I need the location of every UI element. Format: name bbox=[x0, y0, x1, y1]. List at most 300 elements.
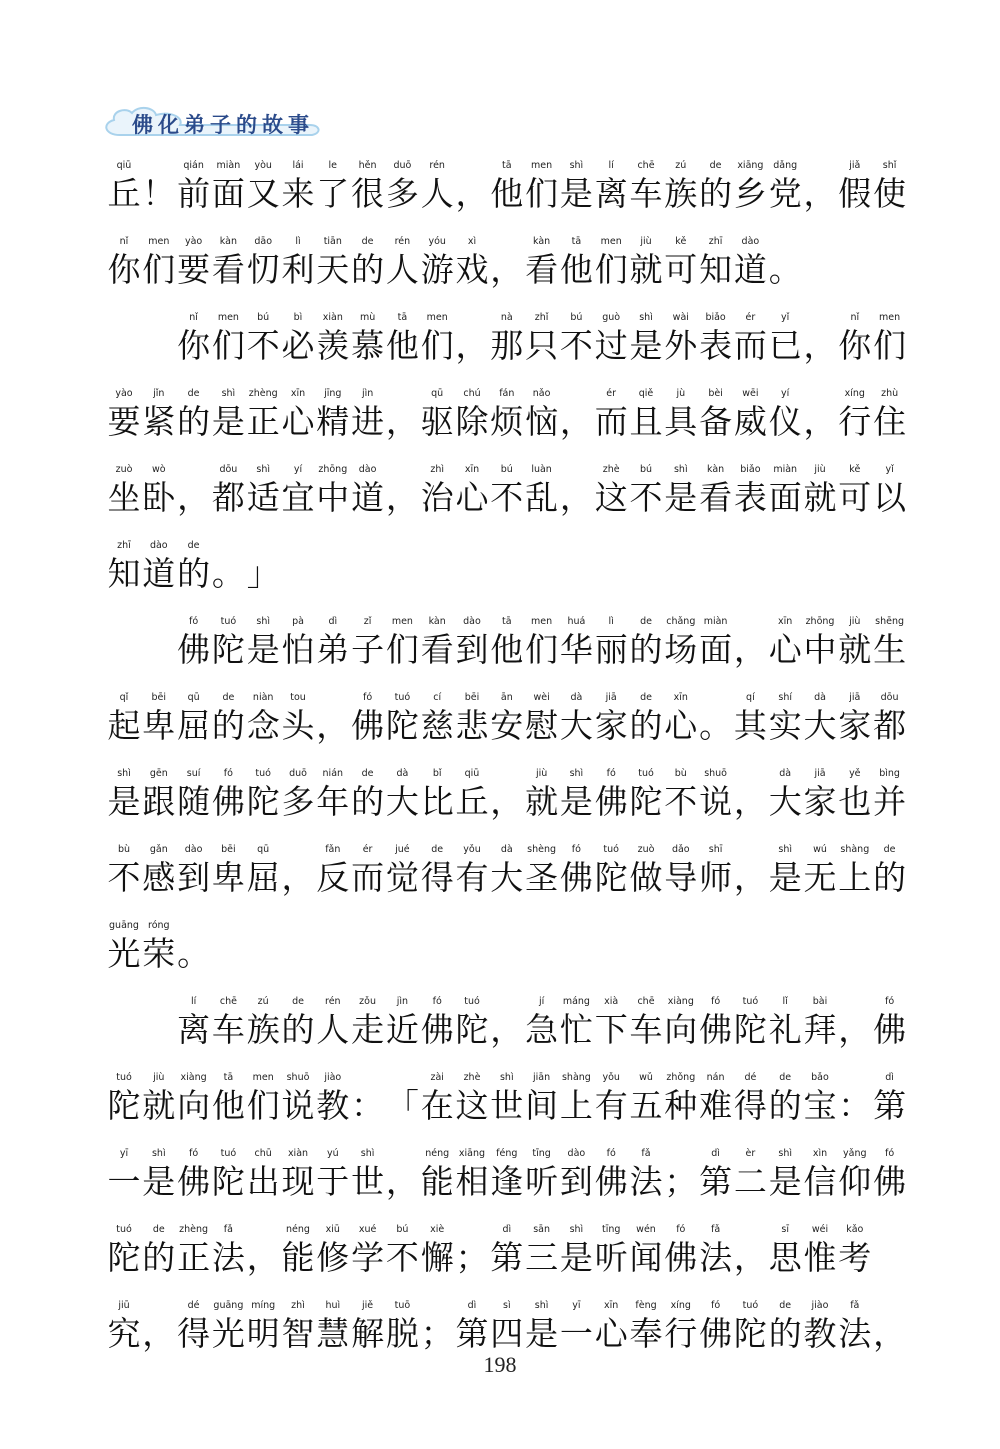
hanzi: 也 bbox=[838, 782, 872, 821]
hanzi: 的 bbox=[351, 250, 385, 289]
hanzi: 是 bbox=[559, 782, 593, 821]
pinyin: dǎng bbox=[773, 160, 798, 171]
hanzi: 的 bbox=[281, 1010, 315, 1049]
text-line bbox=[105, 1146, 905, 1222]
hanzi: 奉 bbox=[629, 1314, 663, 1353]
hanzi: 教 bbox=[803, 1314, 837, 1353]
hanzi: 心 bbox=[281, 402, 315, 441]
pinyin: zhǒng bbox=[666, 1072, 696, 1083]
pinyin: men bbox=[426, 312, 448, 323]
hanzi: 表 bbox=[733, 478, 767, 517]
pinyin: xīn bbox=[673, 692, 688, 703]
pinyin: xiàn bbox=[322, 312, 343, 323]
pinyin: bù bbox=[117, 844, 131, 855]
hanzi: 人 bbox=[316, 1010, 350, 1049]
hanzi: 乱 bbox=[525, 478, 559, 517]
pinyin: huì bbox=[325, 1300, 341, 1311]
hanzi: 佛 bbox=[420, 1010, 454, 1049]
hanzi: 大 bbox=[803, 706, 837, 745]
body-text bbox=[105, 158, 905, 1374]
hanzi: 车 bbox=[629, 174, 663, 213]
pinyin: dào bbox=[567, 1148, 586, 1159]
ruby-unit bbox=[871, 1070, 909, 1126]
hanzi: 实 bbox=[768, 706, 802, 745]
hanzi: ！ bbox=[142, 174, 176, 213]
hanzi: 中 bbox=[803, 630, 837, 669]
pinyin: huá bbox=[567, 616, 586, 627]
pinyin: kě bbox=[675, 236, 687, 247]
pinyin: jiào bbox=[324, 1072, 342, 1083]
hanzi: 不 bbox=[664, 782, 698, 821]
text-line bbox=[105, 1222, 905, 1298]
hanzi: 思 bbox=[768, 1238, 802, 1277]
hanzi: ， bbox=[246, 1238, 280, 1277]
hanzi: 大 bbox=[768, 782, 802, 821]
hanzi: 面 bbox=[211, 174, 245, 213]
pinyin: de bbox=[779, 1300, 792, 1311]
hanzi: 下 bbox=[594, 1010, 628, 1049]
pinyin: qū bbox=[431, 388, 444, 399]
hanzi: 心 bbox=[594, 1314, 628, 1353]
hanzi: 。 bbox=[177, 934, 211, 973]
pinyin: máng bbox=[562, 996, 590, 1007]
hanzi: 心 bbox=[455, 478, 489, 517]
hanzi: 向 bbox=[664, 1010, 698, 1049]
hanzi: 们 bbox=[873, 326, 907, 365]
pinyin: yào bbox=[184, 236, 203, 247]
hanzi: 陀 bbox=[733, 1010, 767, 1049]
hanzi: 很 bbox=[351, 174, 385, 213]
pinyin: fán bbox=[499, 388, 515, 399]
pinyin: tā bbox=[502, 160, 512, 171]
hanzi: 外 bbox=[664, 326, 698, 365]
hanzi: 二 bbox=[733, 1162, 767, 1201]
hanzi: ， bbox=[316, 706, 350, 745]
hanzi: 比 bbox=[420, 782, 454, 821]
hanzi: 拜 bbox=[803, 1010, 837, 1049]
hanzi: 卧 bbox=[142, 478, 176, 517]
hanzi: 使 bbox=[873, 174, 907, 213]
hanzi: 而 bbox=[733, 326, 767, 365]
hanzi: 陀 bbox=[107, 1238, 141, 1277]
hanzi: 场 bbox=[664, 630, 698, 669]
ruby-unit bbox=[871, 766, 909, 822]
hanzi: 多 bbox=[385, 174, 419, 213]
pinyin: tīng bbox=[601, 1224, 621, 1235]
pinyin: dà bbox=[500, 844, 513, 855]
pinyin: xiàn bbox=[287, 1148, 309, 1159]
hanzi: ， bbox=[559, 478, 593, 517]
pinyin: tuó bbox=[116, 1072, 132, 1083]
hanzi: ， bbox=[803, 326, 837, 365]
hanzi: 知 bbox=[699, 250, 733, 289]
hanzi: ， bbox=[733, 782, 767, 821]
hanzi: 都 bbox=[211, 478, 245, 517]
hanzi: 们 bbox=[594, 250, 628, 289]
pinyin: zhǐ bbox=[534, 312, 549, 323]
pinyin: bēi bbox=[464, 692, 480, 703]
pinyin: xiāng bbox=[737, 160, 764, 171]
hanzi: 是 bbox=[525, 1314, 559, 1353]
hanzi: 是 bbox=[246, 630, 280, 669]
chapter-title: 佛化弟子的故事 bbox=[132, 113, 314, 137]
pinyin: fó bbox=[571, 844, 581, 855]
pinyin: men bbox=[217, 312, 239, 323]
hanzi: 党 bbox=[768, 174, 802, 213]
hanzi: 无 bbox=[803, 858, 837, 897]
hanzi: 只 bbox=[525, 326, 559, 365]
pinyin: wéi bbox=[811, 1224, 829, 1235]
hanzi: 安 bbox=[490, 706, 524, 745]
pinyin: de bbox=[152, 1224, 165, 1235]
hanzi: 不 bbox=[385, 1238, 419, 1277]
pinyin: zhōng bbox=[318, 464, 348, 475]
pinyin: dǎo bbox=[671, 844, 690, 855]
pinyin: bài bbox=[812, 996, 828, 1007]
ruby-unit bbox=[871, 994, 909, 1050]
pinyin: nǎo bbox=[532, 388, 551, 399]
hanzi: 第 bbox=[490, 1238, 524, 1277]
pinyin: jiū bbox=[118, 1300, 130, 1311]
pinyin: fǎ bbox=[850, 1300, 860, 1311]
pinyin bbox=[861, 1298, 919, 1314]
hanzi: 师 bbox=[699, 858, 733, 897]
pinyin: men bbox=[531, 616, 553, 627]
pinyin: dà bbox=[814, 692, 826, 703]
hanzi: 间 bbox=[525, 1086, 559, 1125]
pinyin: de bbox=[883, 844, 896, 855]
hanzi: 道 bbox=[733, 250, 767, 289]
pinyin: shàng bbox=[561, 1072, 591, 1083]
ruby-unit bbox=[871, 1146, 909, 1202]
pinyin: bú bbox=[639, 464, 653, 475]
hanzi: 除 bbox=[455, 402, 489, 441]
pinyin: bǐ bbox=[432, 768, 442, 779]
pinyin: xīn bbox=[464, 464, 480, 475]
hanzi: 了 bbox=[316, 174, 350, 213]
text-line bbox=[105, 234, 905, 310]
pinyin: dāo bbox=[254, 236, 273, 247]
hanzi: 丘 bbox=[455, 782, 489, 821]
hanzi: 看 bbox=[211, 250, 245, 289]
pinyin: jiào bbox=[811, 1300, 829, 1311]
hanzi: 有 bbox=[455, 858, 489, 897]
pinyin: fó bbox=[885, 1148, 895, 1159]
pinyin: shì bbox=[117, 768, 131, 779]
hanzi: 在 bbox=[420, 1086, 454, 1125]
pinyin: dào bbox=[741, 236, 760, 247]
pinyin: fó bbox=[606, 1148, 616, 1159]
hanzi: 佛 bbox=[594, 1162, 628, 1201]
pinyin: wèi bbox=[533, 692, 550, 703]
pinyin: miàn bbox=[773, 464, 798, 475]
pinyin: qiū bbox=[464, 768, 480, 779]
ruby-unit bbox=[244, 538, 282, 594]
hanzi: 而 bbox=[351, 858, 385, 897]
hanzi: 的 bbox=[768, 1086, 802, 1125]
pinyin: shǐ bbox=[882, 160, 897, 171]
ruby-unit bbox=[871, 386, 909, 442]
pinyin: jiù bbox=[640, 236, 652, 247]
hanzi: 威 bbox=[733, 402, 767, 441]
hanzi: 现 bbox=[281, 1162, 315, 1201]
pinyin: jìn bbox=[361, 388, 374, 399]
hanzi: 。 bbox=[768, 250, 802, 289]
pinyin: jiù bbox=[153, 1072, 165, 1083]
pinyin: kǎo bbox=[846, 1224, 864, 1235]
hanzi: 能 bbox=[420, 1162, 454, 1201]
pinyin bbox=[756, 234, 814, 250]
ruby-unit bbox=[175, 918, 213, 974]
hanzi: 的 bbox=[177, 554, 211, 593]
pinyin: fǎn bbox=[325, 844, 341, 855]
hanzi: 是 bbox=[768, 858, 802, 897]
pinyin: xiàng bbox=[180, 1072, 207, 1083]
hanzi: 怕 bbox=[281, 630, 315, 669]
pinyin: tā bbox=[502, 616, 512, 627]
hanzi: 他 bbox=[490, 174, 524, 213]
hanzi: ， bbox=[385, 478, 419, 517]
pinyin: jí bbox=[538, 996, 545, 1007]
pinyin: duō bbox=[393, 160, 412, 171]
pinyin: de bbox=[187, 388, 200, 399]
pinyin: yí bbox=[781, 388, 790, 399]
pinyin: tuó bbox=[220, 1148, 237, 1159]
pinyin: shī bbox=[708, 844, 723, 855]
text-line bbox=[105, 766, 905, 842]
hanzi: 法 bbox=[838, 1314, 872, 1353]
pinyin: nǐ bbox=[189, 312, 198, 323]
pinyin: hěn bbox=[358, 160, 377, 171]
pinyin: bēi bbox=[221, 844, 236, 855]
ruby-unit bbox=[836, 1222, 874, 1278]
pinyin bbox=[234, 538, 292, 554]
hanzi: 仰 bbox=[838, 1162, 872, 1201]
pinyin: de bbox=[779, 1072, 792, 1083]
pinyin: shì bbox=[534, 1300, 549, 1311]
hanzi: 道 bbox=[351, 478, 385, 517]
pinyin: néng bbox=[425, 1148, 450, 1159]
hanzi: 行 bbox=[664, 1314, 698, 1353]
hanzi: 们 bbox=[525, 630, 559, 669]
pinyin: kě bbox=[849, 464, 861, 475]
pinyin: shì bbox=[569, 160, 584, 171]
hanzi: 做 bbox=[629, 858, 663, 897]
hanzi: 羡 bbox=[316, 326, 350, 365]
pinyin: niàn bbox=[252, 692, 274, 703]
text-line bbox=[105, 918, 905, 994]
pinyin: bú bbox=[570, 312, 583, 323]
hanzi: 圣 bbox=[525, 858, 559, 897]
pinyin: xiè bbox=[430, 1224, 445, 1235]
pinyin: fǎ bbox=[711, 1224, 721, 1235]
hanzi: 他 bbox=[490, 630, 524, 669]
hanzi: ， bbox=[490, 250, 524, 289]
pinyin: jù bbox=[676, 388, 686, 399]
hanzi: 。 bbox=[211, 554, 245, 593]
pinyin: jiān bbox=[533, 1072, 551, 1083]
pinyin: xíng bbox=[670, 1300, 691, 1311]
pinyin: xué bbox=[358, 1224, 377, 1235]
ruby-unit bbox=[871, 158, 909, 214]
hanzi: 念 bbox=[246, 706, 280, 745]
pinyin bbox=[165, 918, 223, 934]
ruby-unit bbox=[871, 462, 909, 518]
hanzi: 要 bbox=[177, 250, 211, 289]
hanzi: 悲 bbox=[455, 706, 489, 745]
pinyin: fó bbox=[223, 768, 233, 779]
hanzi: 就 bbox=[838, 630, 872, 669]
hanzi: 到 bbox=[559, 1162, 593, 1201]
hanzi: 光 bbox=[211, 1314, 245, 1353]
pinyin: guāng bbox=[213, 1300, 244, 1311]
hanzi: 听 bbox=[594, 1238, 628, 1277]
hanzi: 家 bbox=[803, 782, 837, 821]
pinyin: men bbox=[879, 312, 901, 323]
pinyin: bì bbox=[293, 312, 303, 323]
text-line bbox=[105, 690, 905, 766]
hanzi: 大 bbox=[559, 706, 593, 745]
hanzi: 们 bbox=[142, 250, 176, 289]
pinyin: yě bbox=[849, 768, 861, 779]
pinyin: de bbox=[709, 160, 722, 171]
pinyin: biǎo bbox=[705, 312, 726, 323]
hanzi: 教 bbox=[316, 1086, 350, 1125]
hanzi: 仪 bbox=[768, 402, 802, 441]
pinyin: men bbox=[600, 236, 622, 247]
hanzi: 族 bbox=[664, 174, 698, 213]
hanzi: 世 bbox=[351, 1162, 385, 1201]
pinyin: men bbox=[391, 616, 413, 627]
hanzi: 法 bbox=[629, 1162, 663, 1201]
pinyin: cí bbox=[433, 692, 442, 703]
hanzi: 乡 bbox=[733, 174, 767, 213]
hanzi: ， bbox=[733, 1238, 767, 1277]
pinyin: yī bbox=[119, 1148, 129, 1159]
hanzi: 导 bbox=[664, 858, 698, 897]
hanzi: 的 bbox=[351, 782, 385, 821]
hanzi: 有 bbox=[594, 1086, 628, 1125]
pinyin: nián bbox=[322, 768, 344, 779]
hanzi: 要 bbox=[107, 402, 141, 441]
pinyin: chē bbox=[637, 996, 655, 1007]
hanzi: 且 bbox=[629, 402, 663, 441]
hanzi: 的 bbox=[629, 706, 663, 745]
pinyin: shàng bbox=[840, 844, 870, 855]
hanzi: 来 bbox=[281, 174, 315, 213]
pinyin: gēn bbox=[149, 768, 168, 779]
hanzi: 正 bbox=[177, 1238, 211, 1277]
pinyin: shì bbox=[569, 768, 584, 779]
hanzi: 荣 bbox=[142, 934, 176, 973]
hanzi: 面 bbox=[699, 630, 733, 669]
hanzi: 你 bbox=[107, 250, 141, 289]
hanzi: 以 bbox=[873, 478, 907, 517]
pinyin: dì bbox=[328, 616, 338, 627]
hanzi: 他 bbox=[559, 250, 593, 289]
hanzi: 世 bbox=[490, 1086, 524, 1125]
hanzi: 的 bbox=[768, 1314, 802, 1353]
hanzi: 究 bbox=[107, 1314, 141, 1353]
pinyin: jīng bbox=[324, 388, 342, 399]
pinyin: yī bbox=[572, 1300, 581, 1311]
pinyin: qián bbox=[183, 160, 204, 171]
hanzi: 车 bbox=[629, 1010, 663, 1049]
pinyin: lǐ bbox=[782, 996, 788, 1007]
pinyin: xīn bbox=[290, 388, 306, 399]
hanzi: 而 bbox=[594, 402, 628, 441]
hanzi: ， bbox=[281, 858, 315, 897]
pinyin: lái bbox=[292, 160, 304, 171]
hanzi: 难 bbox=[699, 1086, 733, 1125]
pinyin: xiāng bbox=[458, 1148, 486, 1159]
pinyin: xìn bbox=[812, 1148, 828, 1159]
pinyin: tuó bbox=[638, 768, 654, 779]
hanzi: 是 bbox=[211, 402, 245, 441]
hanzi: 脱 bbox=[385, 1314, 419, 1353]
hanzi: 离 bbox=[594, 174, 628, 213]
hanzi: 忉 bbox=[246, 250, 280, 289]
hanzi: 天 bbox=[316, 250, 350, 289]
pinyin: ér bbox=[745, 312, 756, 323]
pinyin: lí bbox=[608, 160, 614, 171]
pinyin: tīng bbox=[532, 1148, 551, 1159]
pinyin: zhù bbox=[881, 388, 899, 399]
pinyin: lì bbox=[608, 616, 614, 627]
pinyin: dà bbox=[396, 768, 409, 779]
pinyin: bìng bbox=[879, 768, 900, 779]
hanzi: 陀 bbox=[211, 630, 245, 669]
pinyin: zǐ bbox=[363, 616, 372, 627]
hanzi: 慧 bbox=[316, 1314, 350, 1353]
pinyin: kàn bbox=[707, 464, 725, 475]
hanzi: 看 bbox=[525, 250, 559, 289]
hanzi: 那 bbox=[490, 326, 524, 365]
hanzi: 佛 bbox=[699, 1010, 733, 1049]
hanzi: 四 bbox=[490, 1314, 524, 1353]
hanzi: 又 bbox=[246, 174, 280, 213]
hanzi: 是 bbox=[107, 782, 141, 821]
hanzi: 可 bbox=[838, 478, 872, 517]
pinyin: tā bbox=[397, 312, 408, 323]
pinyin: míng bbox=[251, 1300, 276, 1311]
hanzi: 」 bbox=[246, 554, 280, 593]
hanzi: 智 bbox=[281, 1314, 315, 1353]
hanzi: 这 bbox=[594, 478, 628, 517]
pinyin: qǐ bbox=[119, 692, 129, 703]
pinyin: lí bbox=[190, 996, 197, 1007]
pinyin: tuó bbox=[464, 996, 480, 1007]
hanzi: 你 bbox=[177, 326, 211, 365]
pinyin: yǒu bbox=[602, 1072, 620, 1083]
pinyin: xiàng bbox=[667, 996, 694, 1007]
hanzi: 陀 bbox=[629, 782, 663, 821]
hanzi: 说 bbox=[699, 782, 733, 821]
hanzi: 陀 bbox=[211, 1162, 245, 1201]
hanzi: 于 bbox=[316, 1162, 350, 1201]
hanzi: 学 bbox=[351, 1238, 385, 1277]
pinyin: de bbox=[640, 616, 652, 627]
hanzi: 心 bbox=[664, 706, 698, 745]
pinyin: shì bbox=[499, 1072, 514, 1083]
hanzi: ， bbox=[455, 174, 489, 213]
pinyin: bù bbox=[674, 768, 687, 779]
hanzi: 头 bbox=[281, 706, 315, 745]
pinyin: zhōng bbox=[805, 616, 835, 627]
hanzi: ， bbox=[490, 1010, 524, 1049]
pinyin: jiù bbox=[814, 464, 826, 475]
hanzi: 宜 bbox=[281, 478, 315, 517]
